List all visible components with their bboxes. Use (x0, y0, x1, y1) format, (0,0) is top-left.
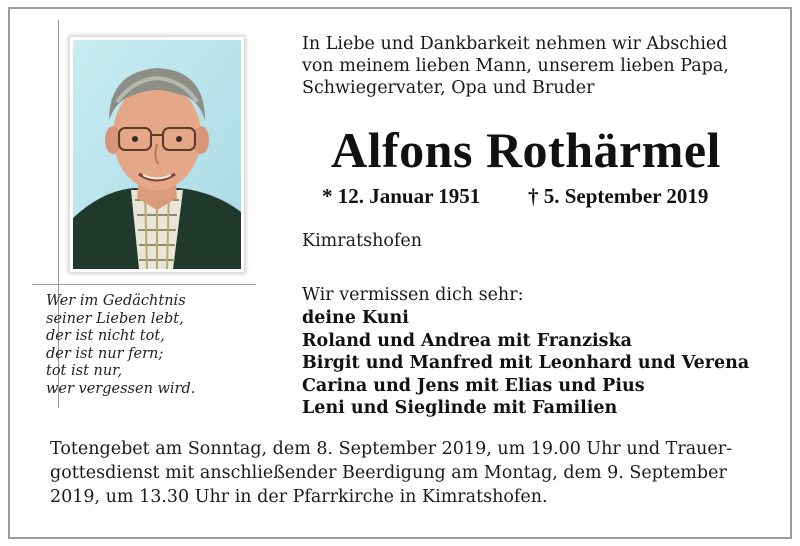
portrait-photo-frame (70, 37, 244, 272)
death-date: † 5. September 2019 (528, 184, 709, 208)
miss-line: Wir vermissen dich sehr: (302, 285, 524, 305)
memorial-poem (46, 293, 256, 399)
intro-line: In Liebe und Dankbarkeit nehmen wir Abschied (302, 34, 728, 54)
portrait-photo (73, 40, 241, 269)
funeral-details (50, 437, 770, 509)
mourner-line: Carina und Jens mit Elias und Pius (302, 375, 645, 396)
poem-line: tot ist nur, (46, 363, 123, 380)
funeral-line: Totengebet am Sonntag, dem 8. September 2019, um 19.00 Uhr und Trauer- (50, 439, 733, 459)
poem-line: Wer im Gedächtnis (46, 293, 186, 309)
place-name: Kimratshofen (302, 231, 422, 251)
mourners-list (302, 307, 772, 420)
mourner-line: Roland und Andrea mit Franziska (302, 330, 632, 351)
intro-line: Schwiegervater, Opa und Bruder (302, 78, 595, 98)
funeral-line: 2019, um 13.30 Uhr in der Pfarrkirche in Kimratshofen. (50, 487, 548, 507)
funeral-line: gottesdienst mit anschließender Beerdigung am Montag, dem 9. September (50, 463, 727, 483)
horizontal-rule (32, 284, 256, 285)
poem-line: der ist nur fern; (46, 345, 164, 362)
deceased-name: Alfons Rothärmel (331, 122, 721, 178)
poem-line: wer vergessen wird. (46, 380, 196, 397)
poem-line: seiner Lieben lebt, (46, 310, 184, 327)
intro-text (302, 33, 772, 99)
intro-line: von meinem lieben Mann, unserem lieben Papa, (302, 56, 729, 76)
mourner-line: deine Kuni (302, 308, 409, 328)
mourner-line: Leni und Sieglinde mit Familien (302, 398, 618, 418)
poem-line: der ist nicht tot, (46, 328, 165, 345)
mourner-line: Birgit und Manfred mit Leonhard und Verena (302, 353, 750, 373)
birth-date: * 12. Januar 1951 (322, 184, 481, 208)
